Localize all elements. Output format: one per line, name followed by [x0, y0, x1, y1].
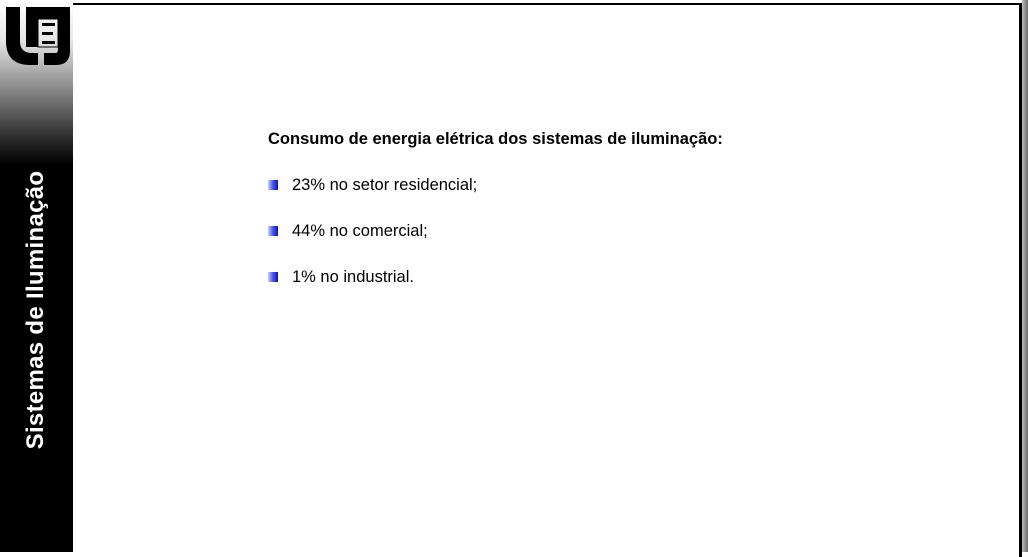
university-logo-icon — [2, 3, 72, 69]
sidebar-title: Sistemas de Iluminação — [22, 170, 49, 450]
bullet-item — [268, 266, 723, 288]
bullet-square-icon — [268, 180, 278, 190]
window-edge — [1022, 0, 1028, 552]
slide-heading: Consumo de energia elétrica dos sistemas de iluminação: — [268, 130, 723, 148]
bullet-square-icon — [268, 226, 278, 236]
bullet-text: 23% no setor residencial; — [292, 175, 478, 194]
bullet-text: 44% no comercial; — [292, 221, 428, 240]
sidebar — [0, 0, 73, 552]
bullet-square-icon — [268, 272, 278, 282]
bullet-text: 1% no industrial. — [292, 267, 414, 286]
bullet-item — [268, 220, 723, 242]
bullet-item — [268, 174, 723, 196]
slide-content — [268, 128, 723, 312]
